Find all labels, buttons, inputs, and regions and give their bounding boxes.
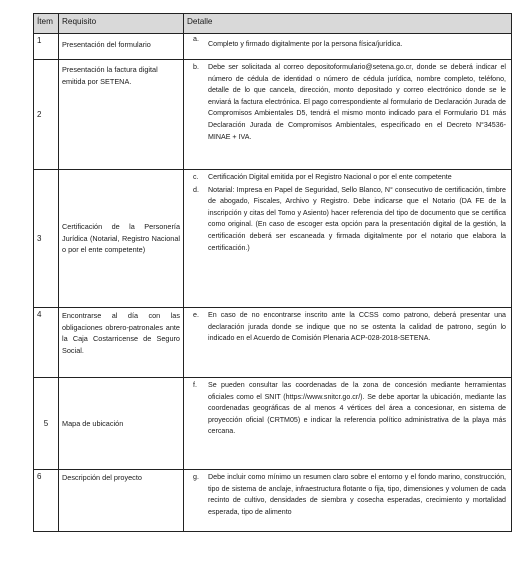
row-detalle <box>184 378 512 470</box>
detail-text: Se pueden consultar las coordenadas de la zona de concesión mediante herramientas oficiales como el SNIT (https://www.snitcr.go.cr/). Se debe aportar la ubicación, mediante las coordenadas geográficas de al menos 4 vértices del área a concesionar, en sistema de proyección oficial (CRTM05) e indicar la referencia político administrativa de la playa más cercana. <box>208 381 506 436</box>
row-item-number: 3 <box>34 170 59 308</box>
detail-letter: f. <box>193 381 197 389</box>
header-requisito: Requisito <box>59 14 184 34</box>
row-detalle <box>184 170 512 308</box>
detail-item <box>187 472 508 518</box>
table-row <box>34 34 512 60</box>
table-row <box>34 170 512 308</box>
detail-item <box>187 185 508 255</box>
detail-letter: g. <box>193 473 199 481</box>
header-item: Ítem <box>34 14 59 34</box>
row-requisito: Encontrarse al día con las obligaciones obrero-patronales ante la Caja Costarricense de Seguro Social. <box>59 308 184 378</box>
detail-letter: c. <box>193 173 199 181</box>
detail-letter: e. <box>193 311 199 319</box>
detail-item <box>187 172 508 184</box>
row-item-number: 6 <box>34 470 59 532</box>
detail-item <box>187 310 508 345</box>
detail-text: Notarial: Impresa en Papel de Seguridad, Sello Blanco, N° consecutivo de certificación, timbre de abogado, Fiscales, Archivo y Registro. Debe indicarse que el Notario (DA FE de la inscripción y citas del Tomo y Asiento) hacer referencia del tipo de documento que se certifica como original. (En caso de escoger esta opción para la presentación digital de la gestión, la certificación deberá ser escaneada y firmada digitalmente por el notario que elabora la certificación.) <box>208 185 506 252</box>
table-row <box>34 470 512 532</box>
detail-item <box>187 380 508 438</box>
detail-item <box>187 62 508 143</box>
detail-item <box>187 36 508 51</box>
table-row <box>34 308 512 378</box>
row-detalle <box>184 470 512 532</box>
detail-letter: b. <box>193 63 199 71</box>
detail-text: Debe ser solicitada al correo depositoformulario@setena.go.cr, donde se deberá indicar el número de cédula de identidad o número de cédula jurídica, nombre completo, teléfono, detalle de lo que cancela, dirección, monto depositado y correo electrónico donde se le enviará la factura electrónica. El pago correspondiente al formulario de Declaración Jurada de Compromisos Ambientales D5, tendrá el mismo monto indicado para el Formulario D1 más Declaración Jurada de Compromisos Ambientales, especificado en el Decreto N°34536-MINAE + IVA. <box>208 63 506 141</box>
detail-letter: d. <box>193 185 199 194</box>
detail-text: En caso de no encontrarse inscrito ante la CCSS como patrono, deberá presentar una declaración jurada donde se indique que no se ostenta la calidad de patrono, según lo indicado en el Acuerdo de Comisión Plenaria ACP-028-2018-SETENA. <box>208 311 506 343</box>
row-item-number: 4 <box>34 308 59 378</box>
row-requisito: Mapa de ubicación <box>59 378 184 470</box>
table-row <box>34 60 512 170</box>
requirements-table <box>33 13 512 532</box>
detail-text: Debe incluir como mínimo un resumen claro sobre el entorno y el fondo marino, construcción, tipo de sistema de anclaje, infraestructura flotante o fija, tipo, dimensiones y volumen de cada recinto de cultivo, densidades de siembra y cosecha esperadas, crecimiento y mortalidad esperada, tipo de alimento <box>208 473 506 516</box>
row-requisito: Descripción del proyecto <box>59 470 184 532</box>
row-detalle <box>184 34 512 60</box>
row-requisito: Certificación de la Personería Jurídica (Notarial, Registro Nacional o por el ente competente) <box>59 170 184 308</box>
row-item-number: 2 <box>34 60 59 170</box>
row-requisito: Presentación del formulario <box>59 34 184 60</box>
detail-letter: a. <box>193 35 199 43</box>
table-header-row <box>34 14 512 34</box>
row-item-number: 5 <box>34 378 59 470</box>
table-row <box>34 378 512 470</box>
detail-text: Certificación Digital emitida por el Registro Nacional o por el ente competente <box>208 173 452 181</box>
header-detalle: Detalle <box>184 14 512 34</box>
row-requisito: Presentación la factura digital emitida por SETENA. <box>59 60 184 170</box>
row-detalle <box>184 308 512 378</box>
detail-text: Completo y firmado digitalmente por la persona física/jurídica. <box>208 40 403 48</box>
row-detalle <box>184 60 512 170</box>
row-item-number: 1 <box>34 34 59 60</box>
